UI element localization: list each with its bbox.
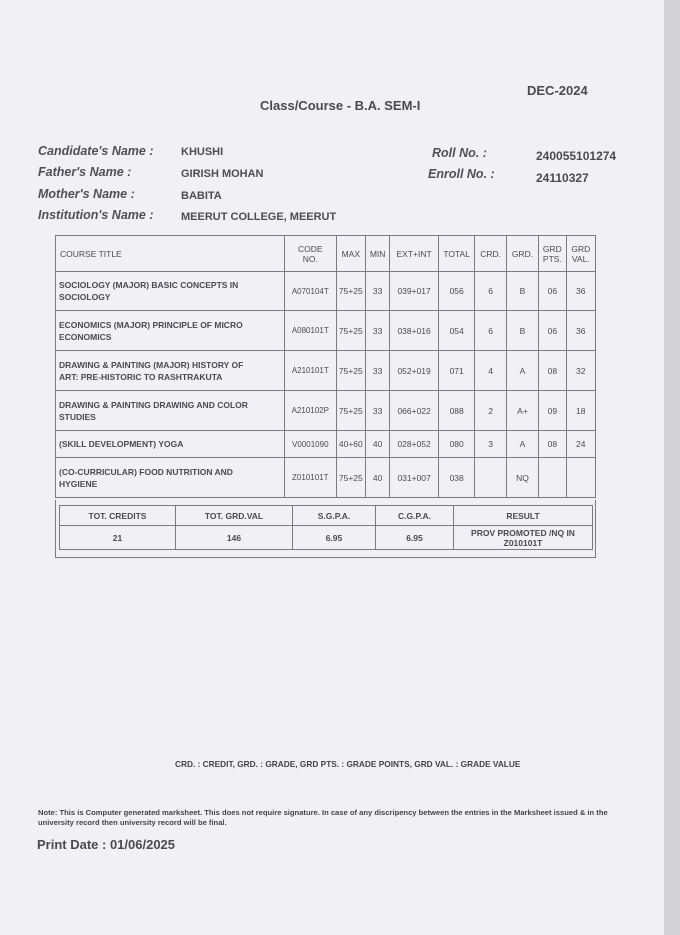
course-title-cell: SOCIOLOGY (MAJOR) BASIC CONCEPTS IN SOCIOLOGY xyxy=(56,272,285,311)
grade-value-cell: 18 xyxy=(566,391,595,431)
header-grade-value: GRD VAL. xyxy=(566,236,595,272)
total-cell: 088 xyxy=(438,391,474,431)
sgpa-value: 6.95 xyxy=(293,526,376,550)
grade-cell: A+ xyxy=(506,391,538,431)
header-total: TOTAL xyxy=(438,236,474,272)
header-code: CODE NO. xyxy=(284,236,336,272)
marks-table xyxy=(55,235,596,498)
credits-cell: 6 xyxy=(475,311,506,351)
grade-value-cell: 36 xyxy=(566,272,595,311)
header-grade-points: GRD PTS. xyxy=(539,236,566,272)
grade-value-cell: 24 xyxy=(566,431,595,458)
course-title-cell: ECONOMICS (MAJOR) PRINCIPLE OF MICRO ECONOMICS xyxy=(56,311,285,351)
course-code-cell: V0001090 xyxy=(284,431,336,458)
total-cell: 080 xyxy=(438,431,474,458)
ext-int-cell: 066+022 xyxy=(390,391,439,431)
max-marks-cell: 75+25 xyxy=(336,272,365,311)
min-marks-cell: 40 xyxy=(365,458,389,498)
cgpa-value: 6.95 xyxy=(376,526,454,550)
total-cell: 071 xyxy=(438,351,474,391)
candidate-name-value: KHUSHI xyxy=(181,146,224,158)
grade-points-cell: 06 xyxy=(539,311,566,351)
min-marks-cell: 40 xyxy=(365,431,389,458)
table-row xyxy=(56,391,596,431)
grade-cell: A xyxy=(506,351,538,391)
table-row xyxy=(56,431,596,458)
ext-int-cell: 038+016 xyxy=(390,311,439,351)
institution-name-value: MEERUT COLLEGE, MEERUT xyxy=(181,211,337,223)
total-grade-value: 146 xyxy=(176,526,293,550)
course-code-cell: A070104T xyxy=(284,272,336,311)
summary-value-row xyxy=(60,526,593,550)
credits-cell: 2 xyxy=(475,391,506,431)
course-code-cell: A210101T xyxy=(284,351,336,391)
max-marks-cell: 40+60 xyxy=(336,431,365,458)
header-credits: CRD. xyxy=(475,236,506,272)
total-credits-value: 21 xyxy=(60,526,176,550)
table-row xyxy=(56,458,596,498)
result-header: RESULT xyxy=(454,506,593,526)
grade-points-cell: 06 xyxy=(539,272,566,311)
course-title: Class/Course - B.A. SEM-I xyxy=(260,98,421,113)
summary-box xyxy=(55,500,596,558)
grade-points-cell: 08 xyxy=(539,351,566,391)
abbreviations-legend: CRD. : CREDIT, GRD. : GRADE, GRD PTS. : GRADE POINTS, GRD VAL. : GRADE VALUE xyxy=(175,759,521,769)
course-code-cell: A080101T xyxy=(284,311,336,351)
total-cell: 056 xyxy=(438,272,474,311)
max-marks-cell: 75+25 xyxy=(336,351,365,391)
max-marks-cell: 75+25 xyxy=(336,458,365,498)
table-row xyxy=(56,351,596,391)
course-code-cell: Z010101T xyxy=(284,458,336,498)
min-marks-cell: 33 xyxy=(365,391,389,431)
marks-table-header xyxy=(56,236,596,272)
header-min: MIN xyxy=(365,236,389,272)
sgpa-header: S.G.P.A. xyxy=(293,506,376,526)
grade-points-cell: 08 xyxy=(539,431,566,458)
grade-cell: NQ xyxy=(506,458,538,498)
candidate-name-label: Candidate's Name : xyxy=(38,144,154,158)
total-cell: 038 xyxy=(438,458,474,498)
credits-cell: 3 xyxy=(475,431,506,458)
credits-cell: 6 xyxy=(475,272,506,311)
roll-number-value: 240055101274 xyxy=(536,149,617,163)
total-credits-header: TOT. CREDITS xyxy=(60,506,176,526)
grade-cell: A xyxy=(506,431,538,458)
ext-int-cell: 039+017 xyxy=(390,272,439,311)
grade-points-cell xyxy=(539,458,566,498)
ext-int-cell: 031+007 xyxy=(390,458,439,498)
mother-name-value: BABITA xyxy=(181,190,222,202)
course-title-cell: DRAWING & PAINTING (MAJOR) HISTORY OF ART: PRE-HISTORIC TO RASHTRAKUTA xyxy=(56,351,285,391)
credits-cell xyxy=(475,458,506,498)
max-marks-cell: 75+25 xyxy=(336,311,365,351)
father-name-value: GIRISH MOHAN xyxy=(181,168,264,180)
total-grade-value-header: TOT. GRD.VAL xyxy=(176,506,293,526)
grade-points-cell: 09 xyxy=(539,391,566,431)
table-row xyxy=(56,272,596,311)
summary-header-row xyxy=(60,506,593,526)
mother-name-label: Mother's Name : xyxy=(38,187,135,201)
ext-int-cell: 052+019 xyxy=(390,351,439,391)
grade-value-cell: 32 xyxy=(566,351,595,391)
grade-cell: B xyxy=(506,311,538,351)
roll-number-label: Roll No. : xyxy=(432,146,487,160)
print-date: Print Date : 01/06/2025 xyxy=(37,837,176,852)
exam-session: DEC-2024 xyxy=(527,83,588,98)
enroll-number-label: Enroll No. : xyxy=(428,167,495,181)
total-cell: 054 xyxy=(438,311,474,351)
cgpa-header: C.G.P.A. xyxy=(376,506,454,526)
disclaimer-note: Note: This is Computer generated marksheet. This does not require signature. In case of any discripency between the entries in the Marksheet issued & in the university record then university record will be final. xyxy=(38,808,608,827)
grade-value-cell: 36 xyxy=(566,311,595,351)
course-title-cell: DRAWING & PAINTING DRAWING AND COLOR STUDIES xyxy=(56,391,285,431)
table-row xyxy=(56,311,596,351)
enroll-number-value: 24110327 xyxy=(536,171,589,185)
credits-cell: 4 xyxy=(475,351,506,391)
result-value: PROV PROMOTED /NQ IN Z010101T xyxy=(454,526,593,550)
grade-cell: B xyxy=(506,272,538,311)
scan-edge xyxy=(664,0,680,935)
header-max: MAX xyxy=(336,236,365,272)
header-grade: GRD. xyxy=(506,236,538,272)
course-title-cell: (SKILL DEVELOPMENT) YOGA xyxy=(56,431,285,458)
institution-name-label: Institution's Name : xyxy=(38,208,154,222)
summary-table xyxy=(59,505,593,550)
grade-value-cell xyxy=(566,458,595,498)
course-title-cell: (CO-CURRICULAR) FOOD NUTRITION AND HYGIENE xyxy=(56,458,285,498)
father-name-label: Father's Name : xyxy=(38,165,132,179)
header-ext-int: EXT+INT xyxy=(390,236,439,272)
min-marks-cell: 33 xyxy=(365,351,389,391)
header-course-title: COURSE TITLE xyxy=(56,236,285,272)
min-marks-cell: 33 xyxy=(365,272,389,311)
min-marks-cell: 33 xyxy=(365,311,389,351)
course-code-cell: A210102P xyxy=(284,391,336,431)
ext-int-cell: 028+052 xyxy=(390,431,439,458)
max-marks-cell: 75+25 xyxy=(336,391,365,431)
